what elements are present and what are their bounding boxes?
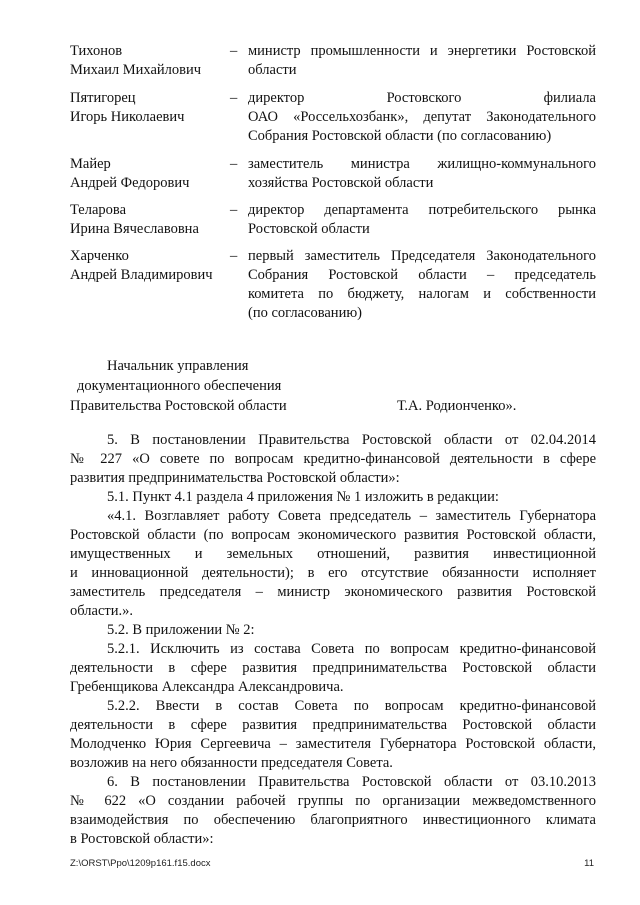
member-description: министр промышленности и энергетики Ростовской области xyxy=(248,43,596,78)
member-name: Пятигорец Игорь Николаевич xyxy=(70,90,185,125)
paragraph-6: 6. В постановлении Правительства Ростовской области от 03.10.2013 № 622 «О создании рабочей группы по организации межведомственного взаимодействия по обеспечению благоприятного инвестиционного климата в Ростовской области»: xyxy=(70,774,596,847)
signature-line-2: документационного обеспечения xyxy=(77,378,282,394)
member-name: Тихонов Михаил Михайлович xyxy=(70,43,202,78)
member-dash: – xyxy=(230,90,238,106)
paragraph-5-2-2: 5.2.2. Ввести в состав Совета по вопросам кредитно-финансовой деятельности в сфере развития предпринимательства Ростовской области Молодченко Юрия Сергеевича – заместителя Губернатора Ростовской области, возложив на него обязанности председателя Совета. xyxy=(70,698,596,771)
paragraph-5-1: 5.1. Пункт 4.1 раздела 4 приложения № 1 изложить в редакции: xyxy=(107,489,499,505)
footer-file-path: Z:\ORST\Ppo\1209p161.f15.docx xyxy=(70,858,211,869)
member-name: Майер Андрей Федорович xyxy=(70,156,190,191)
paragraph-5-2-1: 5.2.1. Исключить из состава Совета по вопросам кредитно-финансовой деятельности в сфере развития предпринимательства Ростовской области Гребенщикова Александра Александровича. xyxy=(70,641,596,695)
page-number: 11 xyxy=(584,858,594,869)
member-description: директор Ростовского филиала ОАО «Россельхозбанк», депутат Законодательного Собрания Ростовской области (по согласованию) xyxy=(248,90,596,144)
signature-line-3: Правительства Ростовской области xyxy=(70,398,287,414)
member-name: Теларова Ирина Вячеславовна xyxy=(70,202,199,237)
member-dash: – xyxy=(230,156,238,172)
signature-name: Т.А. Родионченко». xyxy=(397,398,517,414)
member-description: заместитель министра жилищно-коммунального хозяйства Ростовской области xyxy=(248,156,596,191)
member-dash: – xyxy=(230,202,238,218)
member-dash: – xyxy=(230,248,238,264)
paragraph-5-2: 5.2. В приложении № 2: xyxy=(107,622,255,638)
member-description: первый заместитель Председателя Законодательного Собрания Ростовской области – председатель комитета по бюджету, налогам и собственности (по согласованию) xyxy=(248,248,596,321)
member-description: директор департамента потребительского рынка Ростовской области xyxy=(248,202,596,237)
paragraph-4-1-quote: «4.1. Возглавляет работу Совета председатель – заместитель Губернатора Ростовской области (по вопросам экономического развития Ростовской области, имущественных и земельных отношений, развития инвестиционной и инновационной деятельности); в его отсутствие обязанности исполняет заместитель председателя – министр экономического развития Ростовской области.». xyxy=(70,508,596,619)
paragraph-5: 5. В постановлении Правительства Ростовской области от 02.04.2014 № 227 «О совете по вопросам кредитно-финансовой деятельности в сфере развития предпринимательства Ростовской области»: xyxy=(70,432,596,486)
member-dash: – xyxy=(230,43,238,59)
member-name: Харченко Андрей Владимирович xyxy=(70,248,213,283)
signature-line-1: Начальник управления xyxy=(107,358,249,374)
